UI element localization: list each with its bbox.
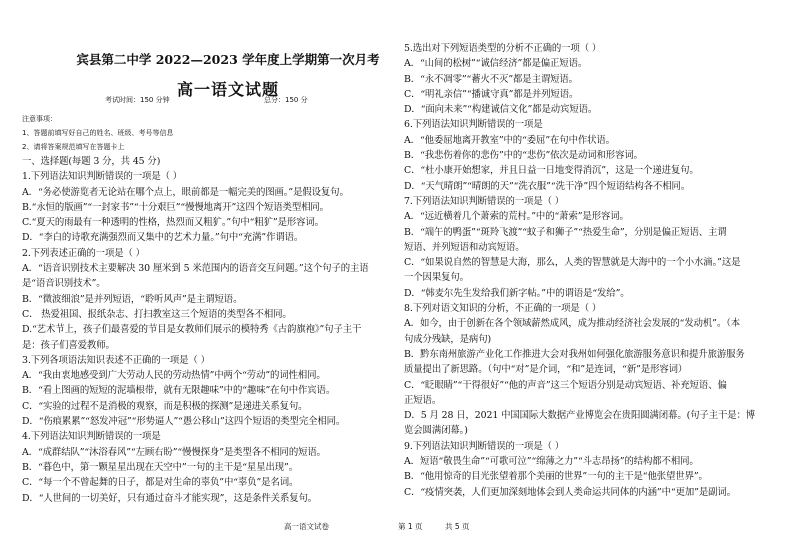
exam-title: 宾县第二中学 2022—2023 学年度上学期第一次月考: [76, 52, 380, 67]
text-line: A．“他委屈地离开教室”中的“委屈”在句中作状语。: [404, 134, 615, 146]
text-line: 是：孩子们喜爱教师。: [22, 339, 115, 351]
text-line: C.“夏天的雨最有一种透明的性格，热烈而又粗犷。”句中“粗犷”是形容词。: [22, 217, 324, 229]
text-line: 3.下列各项语法知识表述不正确的一项是（ ）: [22, 354, 210, 366]
text-line: A．短语“敬畏生命”“可歌可泣”“绵薄之力”“斗志昂扬”的结构都不相同。: [404, 456, 699, 468]
text-line: D.“艺术节上，孩子们最喜爱的节目是女教师们展示的模特秀《古韵旗袍》”句子主干: [22, 324, 362, 336]
text-line: B.“永恒的版画”“一封家书”“十分艰巨”“慢慢地离开”这四个短语类型相同。: [22, 201, 329, 213]
exam-subtitle: 高一语文试题: [176, 80, 279, 99]
footer-label: 高一语文试卷: [284, 522, 329, 531]
text-line: D．5 月 28 日，2021 中国国际大数据产业博览会在贵阳圆满闭幕。(句子主干是：博: [404, 410, 756, 422]
text-line: B．“我悲伤着你的悲伤”中的“悲伤”依次是动词和形容词。: [404, 150, 643, 162]
text-line: 4.下列语法知识判断错误的一项是: [22, 431, 161, 443]
text-line: A．“语音识别技术主要解决 30 厘米到 5 米范围内的语音交互问题。”这个句子的主语: [22, 263, 369, 275]
text-line: B．“看上图画的短短的泥墙根带，就有无限趣味”中的“趣味”在句中作宾语。: [22, 385, 336, 397]
text-line: A．“成群结队”“沐浴春风”“左顾右盼”“慢慢探身”是类型各不相同的短语。: [22, 446, 326, 458]
text-line: B．“暮色中，第一颗星星出现在天空中”一句的主干是“星星出现”。: [22, 461, 298, 473]
notice-item-1: 1、答题前填写好自己的姓名、班级、考号等信息: [22, 129, 174, 137]
text-line: C．“疫情突袭，人们更加深刻地体会到人类命运共同体的内涵”中“更加”是副词。: [404, 486, 736, 498]
text-line: D．“面向未来”“构建诚信文化”都是动宾短语。: [404, 104, 598, 116]
text-line: A．“山间的松树”“诚信经济”都是偏正短语。: [404, 58, 588, 70]
text-line: C．“眨眼睛”“干得很好”“他的声音”这三个短语分别是动宾短语、补充短语、偏: [404, 379, 727, 391]
text-line: D．“人世间的一切美好，只有通过奋斗才能实现”，这是条件关系复句。: [22, 492, 318, 504]
text-line: 2.下列表述正确的一项是（ ）: [22, 247, 145, 259]
text-line: A．“我由衷地感受到广大劳动人民的劳动热情”中两个“劳动”的词性相同。: [22, 370, 326, 382]
text-line: A．如今，由于创新在各个领域薪然成风，成为推动经济社会发展的“发动机”。（本: [404, 318, 740, 330]
text-line: 6.下列语法知识判断错误的一项是: [404, 119, 543, 131]
footer-total: 共 5 页: [445, 522, 470, 531]
text-line: C． 热爱祖国、报纸杂志、打扫教室这三个短语的类型各不相同。: [22, 308, 292, 320]
text-line: C．“如果说自然的智慧是大海，那么，人类的智慧就是大海中的一个小水滴。”这是: [404, 257, 741, 269]
exam-time: 考试时间：150 分钟: [105, 96, 170, 104]
notice-heading: 注意事项：: [22, 115, 57, 123]
text-line: A．“远近横着几个萧索的荒村。”中的“萧索”是形容词。: [404, 211, 629, 223]
text-line: 质量提出了新思路。（句中“对”是介词，“和”是连词，“新”是形容词）: [404, 364, 688, 376]
text-line: D．“李白的诗歌充满强烈而又集中的艺术力量。”句中“充满”作谓语。: [22, 232, 304, 244]
text-line: C．“杜小康开始想家，并且日益一日地变得消沉”，这是一个递进复句。: [404, 165, 699, 177]
text-line: 正短语。: [404, 394, 442, 406]
text-line: B．“永不凋零”“蓄火不灭”都是主谓短语。: [404, 73, 578, 85]
text-line: B．“端午的鸭蛋”“斑羚飞渡”“蚊子和狮子”“热爱生命”，分别是偏正短语、主谓: [404, 226, 727, 238]
right-column: [404, 41, 780, 500]
text-line: D．“天气晴朗”“晴朗的天”“洗衣服”“洗干净”四个短语结构各不相同。: [404, 180, 691, 192]
text-line: 7.下列语法知识判断错误的一项是（ ）: [404, 195, 565, 207]
text-line: B．黔东南州旅游产业化工作推进大会对我州如何强化旅游服务意识和提升旅游服务: [404, 348, 745, 360]
text-line: 9.下列语法知识判断错误的一项是（ ）: [404, 440, 565, 452]
text-line: B．“他用惊奇的目光张望着那个美丽的世界”一句的主干是“他张望世界”。: [404, 471, 708, 483]
footer-page: 第 1 页: [398, 522, 423, 531]
text-line: 一、选择题(每题 3 分，共 45 分): [22, 156, 161, 167]
text-line: 是“语音识别技术”。: [22, 278, 106, 290]
text-line: A．“务必使游览者无论站在哪个点上，眼前都是一幅完美的图画。”是假设复句。: [22, 186, 349, 198]
text-line: B．“微波细浪”是并列短语，“聆听风声”是主谓短语。: [22, 293, 243, 305]
text-line: 一个因果复句。: [404, 272, 469, 284]
text-line: 览会圆满闭幕。): [404, 425, 468, 437]
text-line: C．“每一个不曾起舞的日子，都是对生命的辜负”中“辜负”是名词。: [22, 477, 299, 489]
text-line: C．“实验的过程不是消极的观察，而是积极的探测”是递进关系复句。: [22, 400, 308, 412]
text-line: C．“明礼亲信”“播诚守真”都是并列短语。: [404, 88, 579, 100]
text-line: 1.下列语法知识判断错误的一项是（ ）: [22, 171, 183, 183]
left-column: [22, 154, 397, 506]
exam-score: 总分：150 分: [264, 96, 308, 104]
text-line: 句成分残缺，是病句): [404, 333, 492, 345]
text-line: 5.选出对下列短语类型的分析不正确的一项（ ）: [404, 43, 602, 54]
text-line: D．“伤痕累累”“怒发冲冠”“形势逼人”“愚公移山”这四个短语的类型完全相同。: [22, 416, 346, 428]
text-line: D．“韩麦尔先生发给我们新字帖。”中的谓语是“发给”。: [404, 287, 630, 299]
notice-item-2: 2、请将答案规范填写在答题卡上: [22, 143, 125, 151]
text-line: 短语、并列短语和动宾短语。: [404, 241, 525, 253]
text-line: 8.下列对语文知识的分析，不正确的一项是（ ）: [404, 303, 602, 315]
